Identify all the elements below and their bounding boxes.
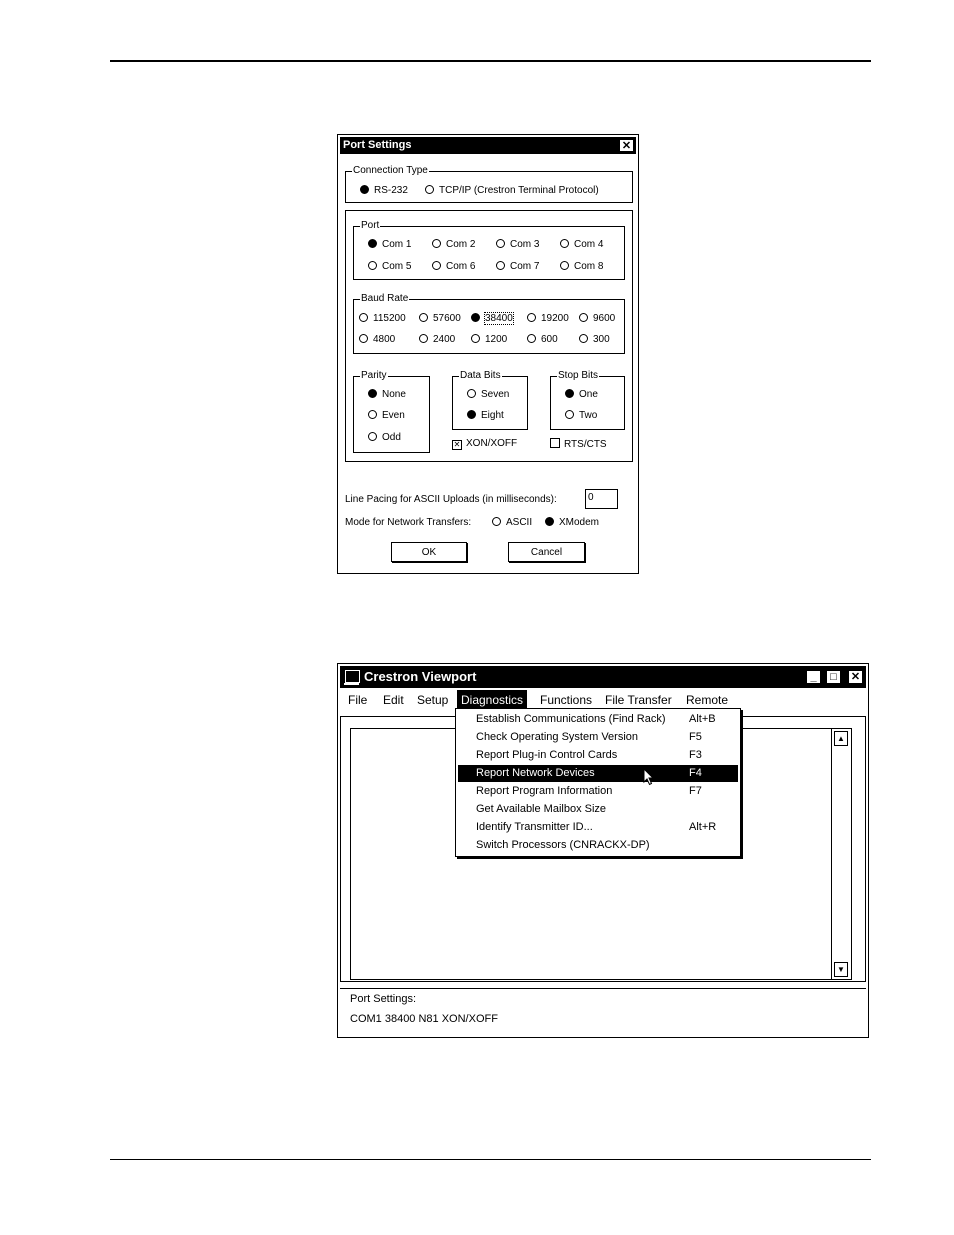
stop-bits-label: Stop Bits <box>558 370 599 381</box>
radio-stopbits-two[interactable]: Two <box>565 410 597 422</box>
menu-item-establish-communications[interactable]: Establish Communications (Find Rack) Alt+B <box>476 713 716 725</box>
dialog-title-bar <box>340 137 636 154</box>
radio-baud-57600[interactable]: 57600 <box>419 313 461 325</box>
radio-icon <box>425 185 434 194</box>
radio-parity-even[interactable]: Even <box>368 410 405 422</box>
window-title-bar <box>340 666 866 688</box>
radio-icon <box>565 389 574 398</box>
menu-item-identify-transmitter[interactable]: Identify Transmitter ID... Alt+R <box>476 821 717 833</box>
radio-baud-38400[interactable]: 38400 <box>471 313 513 325</box>
data-bits-group <box>452 370 528 430</box>
maximize-icon[interactable]: □ <box>826 670 841 684</box>
radio-icon <box>368 389 377 398</box>
monitor-icon <box>345 670 360 683</box>
radio-icon <box>579 313 588 322</box>
menu-remote[interactable]: Remote <box>686 693 729 707</box>
radio-icon <box>492 517 501 526</box>
vertical-scrollbar[interactable] <box>831 729 851 979</box>
radio-baud-2400[interactable]: 2400 <box>419 334 455 346</box>
ok-button[interactable]: OK <box>391 542 467 562</box>
scroll-down-icon[interactable]: ▼ <box>834 962 848 977</box>
radio-baud-19200[interactable]: 19200 <box>527 313 569 325</box>
radio-com7[interactable]: Com 7 <box>496 261 539 273</box>
scroll-up-icon[interactable]: ▲ <box>834 731 848 746</box>
radio-icon <box>359 313 368 322</box>
radio-icon <box>496 239 505 248</box>
radio-icon <box>368 239 377 248</box>
port-label: Port <box>361 220 380 231</box>
status-label: Port Settings: <box>350 993 417 1005</box>
radio-baud-1200[interactable]: 1200 <box>471 334 507 346</box>
menu-item-report-plugin-cards[interactable]: Report Plug-in Control Cards F3 <box>476 749 702 761</box>
radio-icon <box>432 261 441 270</box>
radio-icon <box>579 334 588 343</box>
radio-com2[interactable]: Com 2 <box>432 239 475 251</box>
menu-diagnostics[interactable]: Diagnostics <box>457 690 527 710</box>
xon-xoff-checkbox[interactable]: ✕ XON/XOFF <box>453 438 518 449</box>
radio-parity-odd[interactable]: Odd <box>368 432 401 444</box>
radio-baud-4800[interactable]: 4800 <box>359 334 395 346</box>
radio-stopbits-one[interactable]: One <box>565 389 598 401</box>
radio-icon <box>471 334 480 343</box>
radio-com5[interactable]: Com 5 <box>368 261 411 273</box>
radio-icon <box>471 313 480 322</box>
menu-setup[interactable]: Setup <box>417 693 449 707</box>
menu-item-check-os-version[interactable]: Check Operating System Version F5 <box>476 731 702 743</box>
radio-icon <box>419 313 428 322</box>
network-mode-label: Mode for Network Transfers: <box>345 517 472 528</box>
dialog-title: Port Settings <box>343 139 412 151</box>
radio-mode-xmodem[interactable]: XModem <box>545 517 599 529</box>
window-title: Crestron Viewport <box>364 669 477 684</box>
radio-icon <box>432 239 441 248</box>
radio-icon <box>359 334 368 343</box>
header-rule <box>110 60 871 62</box>
baud-rate-group <box>353 293 625 354</box>
radio-icon <box>360 185 369 194</box>
radio-databits-eight[interactable]: Eight <box>467 410 504 422</box>
radio-databits-seven[interactable]: Seven <box>467 389 509 401</box>
connection-type-label: Connection Type <box>353 165 428 176</box>
checkbox-icon: ✕ <box>453 440 461 449</box>
status-area <box>340 988 866 1035</box>
status-value: COM1 38400 N81 XON/XOFF <box>350 1013 498 1025</box>
radio-icon <box>565 410 574 419</box>
baud-rate-label: Baud Rate <box>361 293 409 304</box>
port-settings-dialog <box>337 134 639 574</box>
line-pacing-label: Line Pacing for ASCII Uploads (in milliseconds): <box>345 494 557 505</box>
radio-mode-ascii[interactable]: ASCII <box>492 517 532 529</box>
footer-rule <box>110 1159 871 1160</box>
radio-baud-300[interactable]: 300 <box>579 334 610 346</box>
menu-functions[interactable]: Functions <box>540 693 593 707</box>
port-group <box>353 220 625 280</box>
radio-icon <box>368 261 377 270</box>
mouse-pointer-icon <box>643 768 655 786</box>
radio-icon <box>560 239 569 248</box>
diagnostics-menu <box>455 708 741 857</box>
checkbox-icon <box>550 438 560 448</box>
cancel-button[interactable]: Cancel <box>508 542 585 562</box>
radio-icon <box>467 389 476 398</box>
parity-label: Parity <box>361 370 387 381</box>
radio-baud-600[interactable]: 600 <box>527 334 558 346</box>
radio-icon <box>496 261 505 270</box>
minimize-icon[interactable]: _ <box>806 670 821 684</box>
data-bits-label: Data Bits <box>460 370 501 381</box>
radio-parity-none[interactable]: None <box>368 389 406 401</box>
radio-com4[interactable]: Com 4 <box>560 239 603 251</box>
radio-icon <box>560 261 569 270</box>
radio-icon <box>368 410 377 419</box>
menu-item-mailbox-size[interactable]: Get Available Mailbox Size <box>476 803 607 815</box>
radio-com1[interactable]: Com 1 <box>368 239 411 251</box>
radio-icon <box>368 432 377 441</box>
menu-item-report-network-devices[interactable]: Report Network Devices F4 <box>458 765 738 782</box>
stop-bits-group <box>550 370 625 430</box>
radio-tcpip[interactable]: TCP/IP (Crestron Terminal Protocol) <box>425 185 599 197</box>
radio-rs232[interactable]: RS-232 <box>360 185 408 197</box>
close-icon[interactable]: ✕ <box>848 670 863 684</box>
menu-file[interactable]: File <box>348 693 368 707</box>
radio-baud-115200[interactable]: 115200 <box>359 313 406 325</box>
menu-file-transfer[interactable]: File Transfer <box>605 693 672 707</box>
radio-icon <box>467 410 476 419</box>
close-icon[interactable]: ✕ <box>619 139 634 152</box>
rts-cts-checkbox[interactable]: RTS/CTS <box>550 438 607 451</box>
menu-bar <box>340 690 866 710</box>
radio-com6[interactable]: Com 6 <box>432 261 475 273</box>
radio-icon <box>419 334 428 343</box>
parity-group <box>353 370 430 453</box>
line-pacing-input[interactable]: 0 <box>585 489 618 509</box>
radio-com3[interactable]: Com 3 <box>496 239 539 251</box>
radio-icon <box>527 313 536 322</box>
radio-baud-9600[interactable]: 9600 <box>579 313 615 325</box>
radio-icon <box>527 334 536 343</box>
radio-icon <box>545 517 554 526</box>
menu-item-report-program-info[interactable]: Report Program Information F7 <box>476 785 702 797</box>
connection-type-group <box>345 165 633 203</box>
menu-edit[interactable]: Edit <box>383 693 404 707</box>
radio-com8[interactable]: Com 8 <box>560 261 603 273</box>
menu-item-switch-processors[interactable]: Switch Processors (CNRACKX-DP) <box>476 839 650 851</box>
